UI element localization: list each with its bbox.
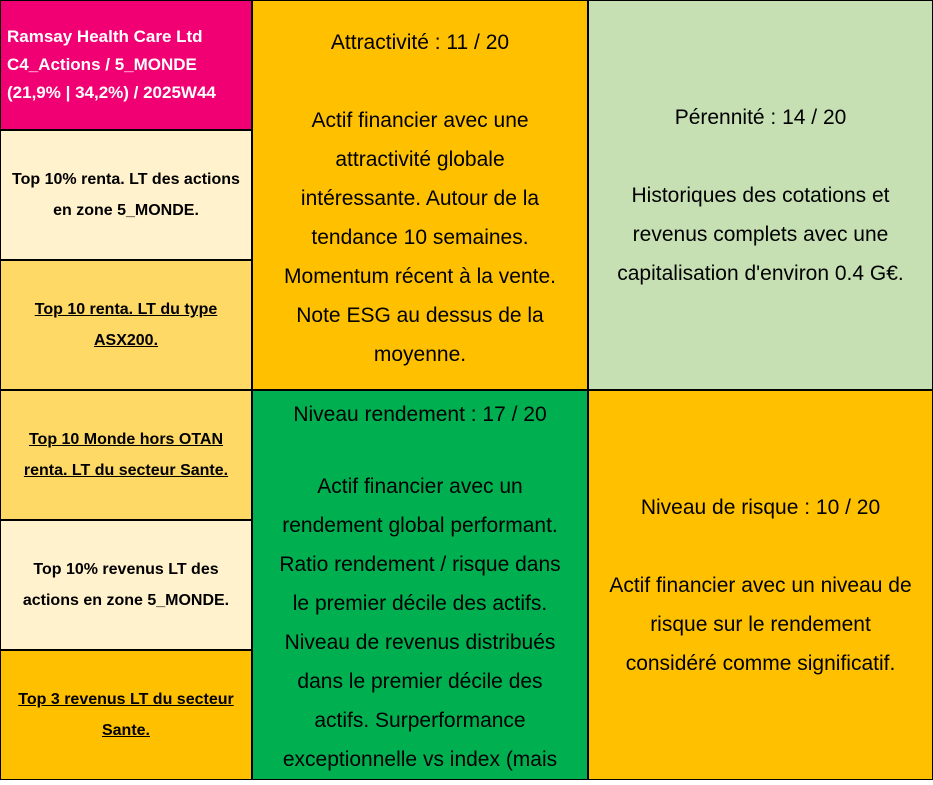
tag-text: Top 10 renta. LT du type ASX200. bbox=[34, 301, 218, 349]
rendement-line: exceptionnelle vs index (mais bbox=[282, 748, 558, 771]
perennite-line: revenus complets avec une bbox=[632, 222, 889, 246]
attractivite-line: moyenne. bbox=[373, 343, 467, 366]
asset-category: C4_Actions / 5_MONDE bbox=[7, 55, 197, 74]
rendement-line: Ratio rendement / risque dans bbox=[279, 553, 561, 576]
attractivite-line: attractivité globale bbox=[335, 148, 505, 171]
attractivite-line: Actif financier avec une bbox=[311, 109, 529, 132]
rendement-line: actifs. Surperformance bbox=[314, 709, 526, 732]
rendement-line: Niveau de revenus distribués bbox=[284, 631, 556, 654]
risque-line: considéré comme significatif. bbox=[625, 651, 896, 675]
risque-title: Niveau de risque : 10 / 20 bbox=[640, 495, 881, 519]
tag-cell-1 bbox=[0, 130, 252, 260]
tag-text: Top 3 revenus LT du secteur Sante. bbox=[18, 691, 234, 739]
attractivite-line: intéressante. Autour de la bbox=[300, 187, 540, 210]
rendement-line: Actif financier avec un bbox=[317, 475, 523, 498]
attractivite-line: Note ESG au dessus de la bbox=[296, 304, 544, 327]
rendement-title: Niveau rendement : 17 / 20 bbox=[293, 403, 547, 426]
risque-line: Actif financier avec un niveau de bbox=[609, 573, 912, 597]
rendement-line: le premier décile des actifs. bbox=[292, 592, 548, 615]
rendement-cell bbox=[252, 390, 588, 780]
risque-cell bbox=[588, 390, 933, 780]
perennite-line: Historiques des cotations et bbox=[631, 183, 890, 207]
tag-cell-2 bbox=[0, 260, 252, 390]
attractivite-cell bbox=[252, 0, 588, 390]
attractivite-title: Attractivité : 11 / 20 bbox=[330, 31, 510, 54]
rendement-line: rendement global performant. bbox=[282, 514, 558, 537]
perennite-line: capitalisation d'environ 0.4 G€. bbox=[617, 261, 904, 285]
rendement-line: dans le premier décile des bbox=[297, 670, 543, 693]
asset-name: Ramsay Health Care Ltd bbox=[7, 27, 203, 46]
bottom-margin bbox=[0, 780, 933, 785]
asset-header-cell bbox=[0, 0, 252, 130]
attractivite-line: Momentum récent à la vente. bbox=[284, 265, 556, 288]
asset-stats: (21,9% | 34,2%) / 2025W44 bbox=[7, 83, 216, 102]
risque-line: risque sur le rendement bbox=[650, 612, 871, 636]
tag-text: Top 10% renta. LT des actions en zone 5_MONDE. bbox=[12, 171, 240, 219]
tag-text: Top 10 Monde hors OTAN renta. LT du secteur Sante. bbox=[23, 431, 229, 479]
perennite-cell bbox=[588, 0, 933, 390]
perennite-title: Pérennité : 14 / 20 bbox=[674, 105, 847, 129]
tag-cell-3 bbox=[0, 390, 252, 520]
tag-text: Top 10% revenus LT des actions en zone 5_MONDE. bbox=[22, 561, 230, 609]
tag-cell-4 bbox=[0, 520, 252, 650]
tag-cell-5 bbox=[0, 650, 252, 780]
attractivite-line: tendance 10 semaines. bbox=[311, 226, 529, 249]
